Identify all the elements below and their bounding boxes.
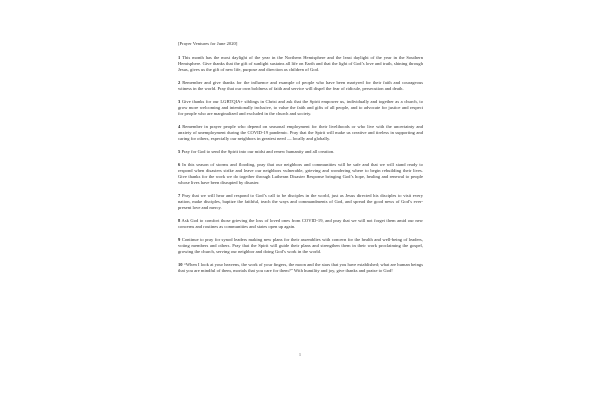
prayer-paragraph-9 — [178, 237, 423, 255]
prayer-paragraph-8 — [178, 218, 423, 230]
prayer-number-4: 4 — [178, 123, 181, 129]
prayer-paragraph-4 — [178, 124, 423, 142]
prayer-text-7: Pray that we will hear and respond to God’s call to be disciples in the world, just as Jesus directed his disciples to visit every nation, make disciples, baptize the faithful, teach the ways and commandments of God, and spread the good news of God’s ever-present love and mercy. — [178, 192, 423, 211]
prayer-number-2: 2 — [178, 79, 181, 85]
prayer-number-10: 10 — [178, 261, 183, 267]
prayer-number-3: 3 — [178, 98, 181, 104]
prayer-number-9: 9 — [178, 236, 181, 242]
prayer-text-6: In this season of storms and flooding, pray that our neighbors and communities will be safe and that we will stand ready to respond when disasters strike and leave our neighbors vulnerable, grieving and wondering where to begin rebuilding their lives. Give thanks for the work we do together through Lutheran Disaster Response bringing God’s hope, healing and renewal to people whose lives have been disrupted by disaster. — [178, 161, 423, 186]
prayer-text-1: This month has the most daylight of the year in the Northern Hemisphere and the least daylight of the year in the Southern Hemisphere. Give thanks that the gift of sunlight sustains all life on Earth and that the light of God’s love and truth, shining through Jesus, gives us the gift of new life, purpose and direction as children of God. — [178, 54, 424, 73]
prayer-paragraph-6 — [178, 162, 423, 187]
prayer-paragraph-3 — [178, 99, 423, 117]
prayer-number-7: 7 — [178, 192, 181, 198]
page-number: 1 — [298, 352, 302, 357]
prayer-text-9: Continue to pray for synod leaders making new plans for their assemblies with concern for the health and well-being of leaders, voting members and others. Pray that the Spirit will guide their plans and strengthen them in their work proclaiming the gospel, growing the church, serving our neighbor and doing God’s work in the world. — [178, 236, 423, 255]
prayer-paragraph-1 — [178, 55, 423, 73]
prayer-text-8: Ask God to comfort those grieving the loss of loved ones from COVID-19, and pray that we will not forget them amid our new concerns and routines as communities and states open up again. — [178, 217, 423, 229]
prayer-number-1: 1 — [178, 54, 181, 60]
prayer-number-6: 6 — [178, 161, 181, 167]
document-title: [Prayer Ventures for June 2020] — [178, 41, 238, 46]
prayer-paragraph-5 — [178, 149, 423, 155]
prayer-text-4: Remember in prayer people who depend on seasonal employment for their livelihoods or who live with the uncertainty and anxiety of unemployment during the COVID-19 pandemic. Pray that the Spirit will make us creative and tireless in supporting and caring for others, especially our neighbors in greatest need — locally and globally. — [178, 123, 423, 142]
prayer-text-2: Remember and give thanks for the influence and example of people who have been martyred for their faith and courageous witness in the world. Pray that our own boldness of faith and service will dispel the fear of ridicule, persecution and death. — [178, 79, 423, 91]
prayer-text-3: Give thanks for our LGBTQIA+ siblings in Christ and ask that the Spirit empower us, individually and together as a church, to grow more welcoming and intentionally inclusive, to value the faith and gifts of all people, and to advocate for justice and respect for people who are marginalized and excluded in the church and society. — [178, 98, 423, 116]
prayer-paragraph-2 — [178, 80, 423, 92]
prayer-number-5: 5 — [178, 148, 181, 154]
document-text-column — [178, 41, 423, 281]
prayer-paragraph-7 — [178, 193, 423, 211]
prayer-text-10: “When I look at your heavens, the work of your fingers, the moon and the stars that you have established; what are human beings that you are mindful of them, mortals that you care for them?” With humility and joy, give thanks and praise to God! — [178, 261, 423, 273]
prayer-text-5: Pray for God to send the Spirit into our midst and renew humanity and all creation. — [181, 148, 335, 154]
prayer-number-8: 8 — [178, 217, 181, 223]
prayer-paragraph-10 — [178, 262, 423, 274]
